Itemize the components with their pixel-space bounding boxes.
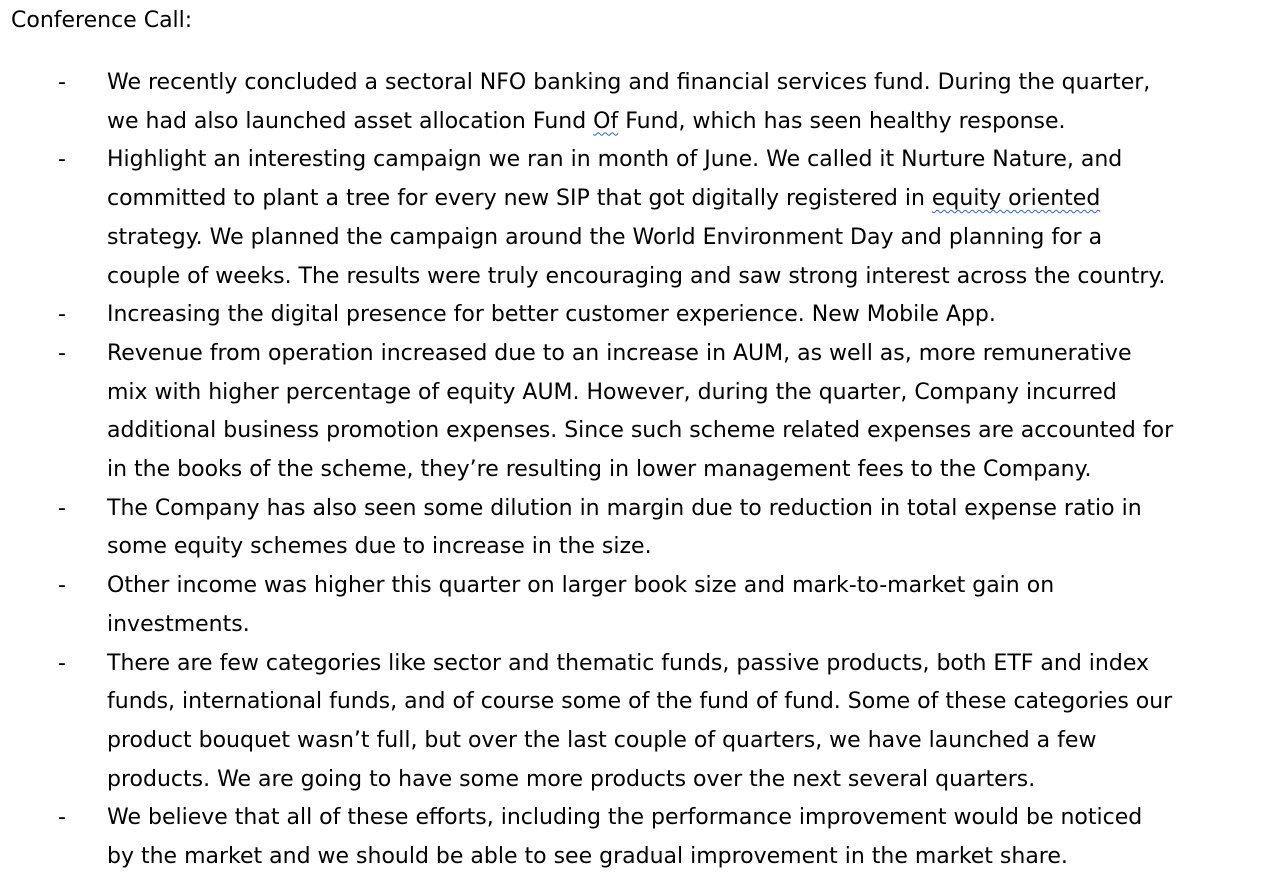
bullet-text: There are few categories like sector and thematic funds, passive products, both ETF and index funds, international funds, and of course some of the fund of fund. Some of these categories our product bouquet wasn’t full, but over the last couple of quarters, we have launched a few products. We are going to have some more products over the next several quarters. [107,650,1173,792]
bullet-dash: - [58,805,66,831]
bullet-list [0,64,1269,877]
bullet-dash: - [58,573,66,599]
bullet-item [0,64,1269,141]
bullet-item [0,141,1269,296]
bullet-text: Highlight an interesting campaign we ran in month of June. We called it Nurture Nature, and committed to plant a tree for every new SIP that got digitally registered in equity oriented strategy. We planned the campaign around the World Environment Day and planning for a couple of weeks. The results were truly encouraging and saw strong interest across the country. [107,147,1166,289]
bullet-dash: - [58,302,66,328]
bullet-text: The Company has also seen some dilution in margin due to reduction in total expense ratio in some equity schemes due to increase in the size. [107,495,1142,560]
bullet-text: Increasing the digital presence for better customer experience. New Mobile App. [107,302,996,328]
spellcheck-flagged-word: Of [593,108,619,134]
bullet-text: Other income was higher this quarter on larger book size and mark-to-market gain on investments. [107,573,1055,637]
bullet-dash: - [58,70,66,95]
bullet-item [0,490,1269,567]
bullet-item [0,645,1269,800]
bullet-dash: - [58,495,66,521]
bullet-item [0,799,1269,876]
bullet-text: We believe that all of these efforts, including the performance improvement would be noticed by the market and we should be able to see gradual improvement in the market share. [107,805,1143,870]
bullet-dash: - [58,650,66,676]
document-heading: Conference Call: [11,8,193,33]
bullet-item [0,335,1269,490]
bullet-dash: - [58,147,66,173]
spellcheck-flagged-phrase: equity oriented [931,186,1101,212]
bullet-dash: - [58,340,66,366]
bullet-text: Revenue from operation increased due to an increase in AUM, as well as, more remunerative mix with higher percentage of equity AUM. However, during the quarter, Company incurred additional business promotion expenses. Since such scheme related expenses are accounted for in the books of the scheme, they’re resulting in lower management fees to the Company. [107,340,1174,483]
bullet-item [0,296,1269,335]
bullet-text: We recently concluded a sectoral NFO banking and financial services fund. During the quarter, we had also launched asset allocation Fund Of Fund, which has seen healthy response. [107,70,1151,134]
bullet-item [0,567,1269,644]
